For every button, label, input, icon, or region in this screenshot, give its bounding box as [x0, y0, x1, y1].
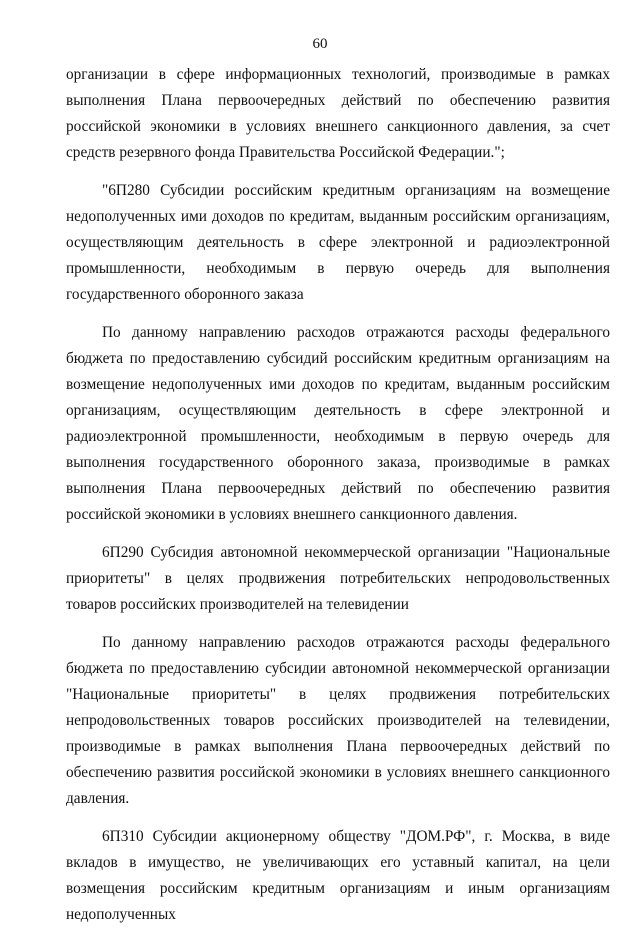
page-number: 60 [312, 36, 328, 52]
paragraph-body-6p290: По данному направлению расходов отражаются расходы федерального бюджета по предоставлению субсидии автономной некоммерческой организации "Национальные приоритеты" в целях продвижения потребительских непродовольственных товаров российских производителей на телевидении, производимые в рамках выполнения Плана первоочередных действий по обеспечению развития российской экономики в условиях внешнего санкционного давления. [66, 634, 610, 807]
document-body [66, 62, 610, 928]
paragraph-continuation: организации в сфере информационных технологий, производимые в рамках выполнения Плана первоочередных действий по обеспечению развития российской экономики в условиях внешнего санкционного давления, за счет средств резервного фонда Правительства Российской Федерации."; [66, 66, 610, 161]
paragraph-heading-6p310: 6П310 Субсидии акционерному обществу "ДОМ.РФ", г. Москва, в виде вкладов в имущество, не увеличивающих его уставный капитал, на цели возмещения российским кредитным организациям и иным организациям недополученных [66, 828, 610, 923]
paragraph-heading-6p290: 6П290 Субсидия автономной некоммерческой организации "Национальные приоритеты" в целях продвижения потребительских непродовольственных товаров российских производителей на телевидении [66, 544, 610, 613]
paragraph-body-6p280: По данному направлению расходов отражаются расходы федерального бюджета по предоставлению субсидий российским кредитным организациям на возмещение недополученных ими доходов по кредитам, выданным российским организациям, осуществляющим деятельность в сфере электронной и радиоэлектронной промышленности, необходимым в первую очередь для выполнения государственного оборонного заказа, производимые в рамках выполнения Плана первоочередных действий по обеспечению развития российской экономики в условиях внешнего санкционного давления. [66, 324, 610, 523]
paragraph-heading-6p280: "6П280 Субсидии российским кредитным организациям на возмещение недополученных ими доходов по кредитам, выданным российским организациям, осуществляющим деятельность в сфере электронной и радиоэлектронной промышленности, необходимым в первую очередь для выполнения государственного оборонного заказа [66, 182, 610, 303]
